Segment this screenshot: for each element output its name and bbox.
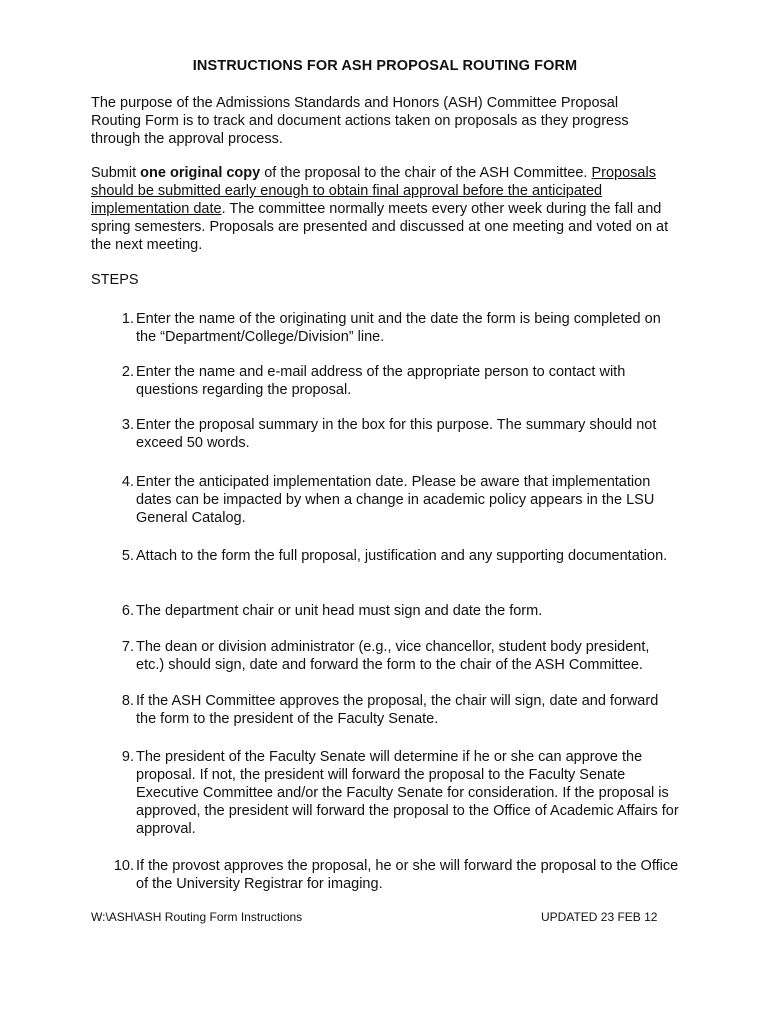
- step-text: If the ASH Committee approves the proposal, the chair will sign, date and forward the form to the president of the Faculty Senate.: [136, 693, 659, 727]
- step-item: [110, 473, 680, 527]
- step-item: [110, 602, 680, 620]
- step-number: 3.: [121, 417, 134, 433]
- step-item: [110, 857, 680, 893]
- submission-paragraph: [91, 164, 671, 254]
- step-item: [110, 416, 680, 452]
- step-number: 5.: [121, 548, 134, 564]
- steps-heading: STEPS: [91, 272, 139, 288]
- step-number: 7.: [121, 639, 134, 655]
- step-text: The dean or division administrator (e.g., vice chancellor, student body president, etc.) should sign, date and forward the form to the chair of the ASH Committee.: [136, 639, 650, 673]
- footer-file-path: W:\ASH\ASH Routing Form Instructions: [91, 910, 303, 924]
- submit-prefix: Submit: [91, 165, 141, 181]
- step-item: [110, 692, 680, 728]
- step-item: [110, 547, 680, 565]
- step-number: 6.: [121, 603, 134, 619]
- step-text: Enter the name of the originating unit and the date the form is being completed on the “Department/College/Division” line.: [136, 311, 661, 345]
- step-number: 2.: [121, 364, 134, 380]
- document-title: INSTRUCTIONS FOR ASH PROPOSAL ROUTING FORM: [192, 58, 578, 74]
- footer-updated-date: UPDATED 23 FEB 12: [541, 910, 658, 924]
- step-text: Enter the anticipated implementation date. Please be aware that implementation dates can be impacted by when a change in academic policy appears in the LSU General Catalog.: [136, 474, 655, 526]
- step-text: If the provost approves the proposal, he or she will forward the proposal to the Office of the University Registrar for imaging.: [136, 858, 679, 892]
- step-number: 8.: [121, 693, 134, 709]
- step-number: 4.: [121, 474, 134, 490]
- step-text: Attach to the form the full proposal, justification and any supporting documentation.: [136, 548, 668, 564]
- submit-suffix: . The committee normally meets every other week during the fall and spring semesters. Proposals are presented and discussed at one meeting and voted on at the next meeting.: [91, 201, 669, 253]
- intro-paragraph: The purpose of the Admissions Standards and Honors (ASH) Committee Proposal Routing Form is to track and document actions taken on proposals as they progress through the approval process.: [91, 95, 629, 147]
- step-item: [110, 638, 680, 674]
- submit-deadline-note: Proposals should be submitted early enough to obtain final approval before the anticipated implementation date: [91, 165, 656, 217]
- submit-middle: of the proposal to the chair of the ASH Committee.: [260, 165, 592, 181]
- step-text: Enter the proposal summary in the box for this purpose. The summary should not exceed 50 words.: [136, 417, 657, 451]
- submit-emphasis: one original copy: [140, 165, 261, 181]
- step-text: The department chair or unit head must sign and date the form.: [136, 603, 543, 619]
- step-item: [110, 363, 680, 399]
- step-text: The president of the Faculty Senate will determine if he or she can approve the proposal. If not, the president will forward the proposal to the Faculty Senate Executive Committee and/or the Faculty Senate for consideration. If the proposal is approved, the president will forward the proposal to the Office of Academic Affairs for approval.: [136, 749, 679, 837]
- step-number: 9.: [121, 749, 134, 765]
- step-number: 10.: [113, 858, 134, 874]
- step-item: [110, 748, 680, 838]
- step-number: 1.: [121, 311, 134, 327]
- step-item: [110, 310, 680, 346]
- step-text: Enter the name and e-mail address of the appropriate person to contact with questions regarding the proposal.: [136, 364, 626, 398]
